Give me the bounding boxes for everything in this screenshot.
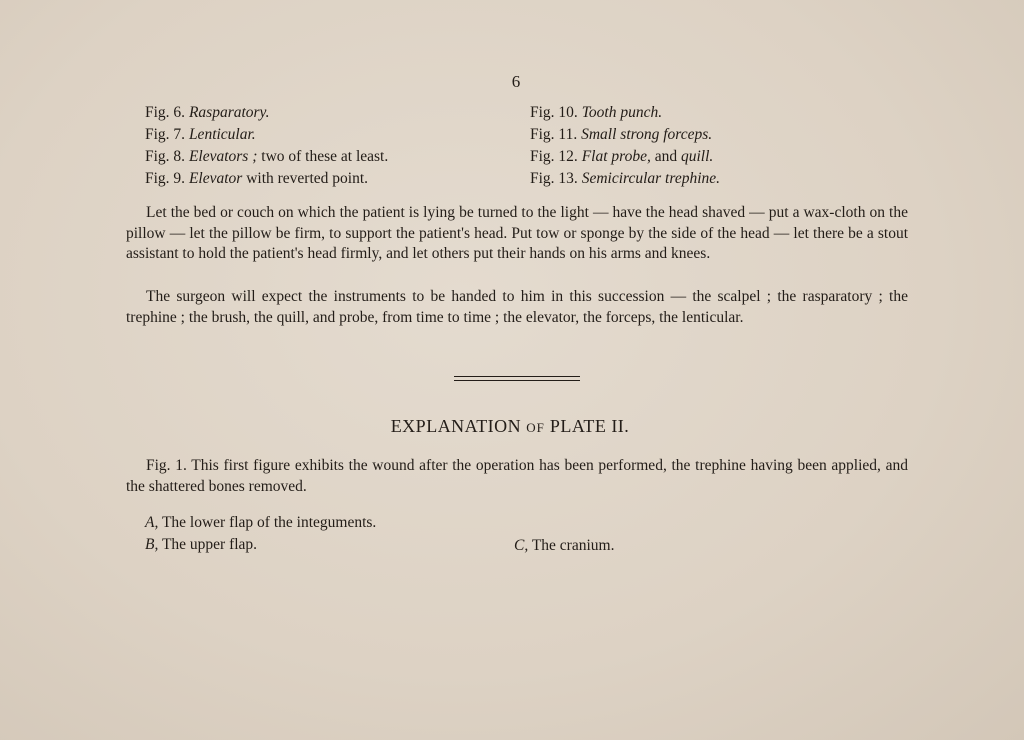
figure-title: Elevator <box>188 170 243 187</box>
figure-caption <box>145 168 388 190</box>
legend-text: The upper flap. <box>158 536 258 553</box>
figure-caption <box>530 102 720 124</box>
figure-title: Elevators ; <box>188 148 258 165</box>
legend-letter: B, <box>145 536 159 553</box>
figure-title: Tooth punch. <box>581 104 663 121</box>
figure-list-left <box>145 102 388 190</box>
figure-caption <box>530 124 720 146</box>
plate-explanation-paragraph <box>126 456 908 497</box>
figure-title: Flat probe, <box>581 148 651 165</box>
figure-title: Semicircular trephine. <box>581 170 721 187</box>
figure-number: Fig. 8. <box>145 148 186 165</box>
figure-title: Lenticular. <box>188 126 256 143</box>
figure-caption <box>145 102 388 124</box>
figure-title-secondary: quill. <box>681 148 714 165</box>
figure-caption <box>145 146 388 168</box>
figure-list-right <box>530 102 720 190</box>
figure-number: Fig. 7. <box>145 126 186 143</box>
instructions-paragraph <box>126 203 908 265</box>
section-heading <box>0 416 1020 437</box>
paragraph-text: Let the bed or couch on which the patient is lying be turned to the light — have the head shaved — put a wax-cloth on the pillow — let the pillow be firm, to support the patient's head. Put tow or sponge by the side of the head — let there be a stout assistant to hold the patient's head firmly, and let others put their hands on his arms and knees. <box>126 204 908 262</box>
instrument-order-paragraph <box>126 287 908 328</box>
legend-letter: A, <box>145 514 159 531</box>
figure-number: Fig. 10. <box>530 104 578 121</box>
heading-plate: PLATE II. <box>549 416 630 436</box>
figure-note: and <box>650 148 681 165</box>
legend-text: The lower flap of the integuments. <box>158 514 377 531</box>
figure-number: Fig. 9. <box>145 170 186 187</box>
heading-main: EXPLANATION <box>390 416 522 436</box>
legend-text: The cranium. <box>528 537 615 554</box>
figure-number: Fig. 6. <box>145 104 186 121</box>
paragraph-text: Fig. 1. This first figure exhibits the wound after the operation has been performed, the trephine having been applied, and the shattered bones removed. <box>126 457 908 495</box>
figure-number: Fig. 12. <box>530 148 578 165</box>
legend-item <box>145 512 376 533</box>
figure-number: Fig. 11. <box>530 126 578 143</box>
paragraph-text: The surgeon will expect the instruments to be handed to him in this succession — the scalpel ; the rasparatory ; the trephine ; the brush, the quill, and probe, from time to time ; the elevator, the forceps, the lenticular. <box>126 288 908 326</box>
figure-title: Small strong forceps. <box>581 126 713 143</box>
legend-item <box>145 534 257 555</box>
page-number: 6 <box>511 72 521 91</box>
figure-caption <box>530 146 720 168</box>
figure-title: Rasparatory. <box>188 104 270 121</box>
legend-letter: C, <box>514 537 529 554</box>
figure-caption <box>145 124 388 146</box>
heading-of: OF <box>526 420 545 435</box>
double-rule-divider <box>454 376 580 381</box>
figure-note: two of these at least. <box>257 148 389 165</box>
figure-number: Fig. 13. <box>530 170 578 187</box>
legend-item <box>514 535 614 556</box>
figure-caption <box>530 168 720 190</box>
figure-note: with reverted point. <box>242 170 369 187</box>
